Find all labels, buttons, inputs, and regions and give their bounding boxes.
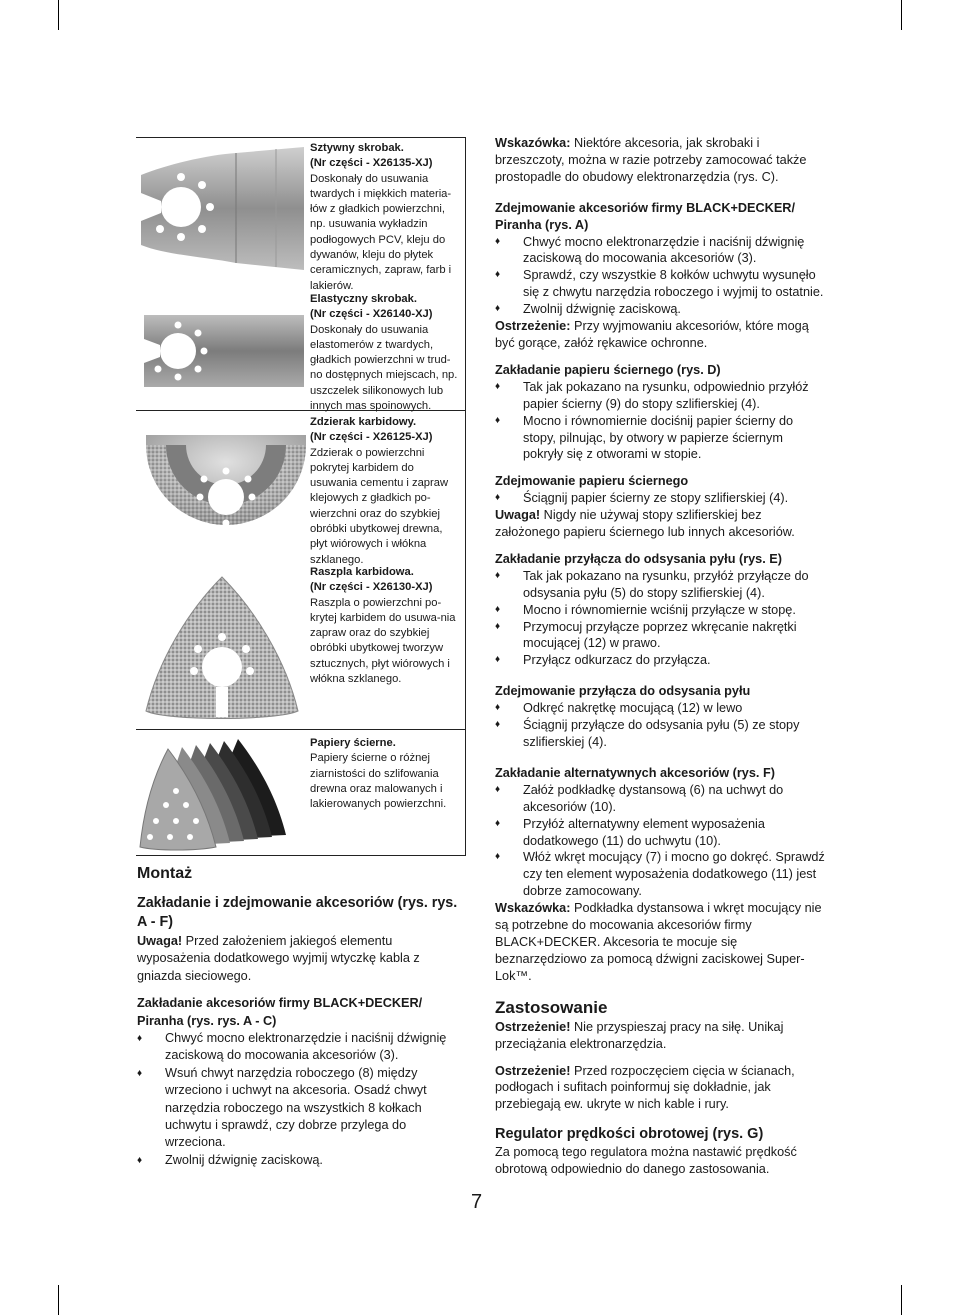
hint-text: Niektóre akcesoria, jak skrobaki i brzeszczoty, można w razie potrzeby zamocować także prostopadle do obudowy elektronarzędzia (rys. C).: [495, 136, 807, 184]
hint-paragraph: [495, 135, 825, 186]
accessory-desc: Papiery ścierne o różnej ziarnistości do szlifowania drewna oraz malowanych i lakierowanych powierzchni.: [310, 752, 447, 811]
note-text: Nigdy nie używaj stopy szlifierskiej bez założonego papieru ściernego lub innych akcesoriów.: [495, 508, 795, 540]
crop-mark: [58, 0, 59, 30]
accessory-name: Sztywny skrobak.: [310, 142, 404, 154]
bullet-list: [495, 234, 825, 319]
hint-label: Wskazówka:: [495, 901, 571, 916]
subsection-title: Zakładanie papieru ściernego (rys. D): [495, 362, 721, 377]
note-paragraph: [495, 507, 825, 541]
warning-text: Przed założeniem jakiegoś elementu wyposażenia dodatkowego wyjmij wtyczkę kabla z gniazda sieciowego.: [137, 934, 420, 983]
subsection-title: Regulator prędkości obrotowej (rys. G): [495, 1126, 764, 1143]
bullet-list: [495, 700, 825, 751]
page-number: 7: [471, 1191, 483, 1213]
accessory-carbide-rasp-round: [310, 415, 462, 568]
warning-paragraph: [137, 933, 465, 985]
accessory-desc: Raszpla o powierzchni po-krytej karbidem do usuwa-nia zapraw oraz do szybkiej obróbki ubytkowej tworzyw sztucznych, płyt wiórowych i włókna szklanego.: [310, 596, 456, 686]
speed-paragraph: Za pomocą tego regulatora można nastawić prędkość obrotową odpowiednio do danego zastosowania.: [495, 1145, 797, 1177]
list-item: ♦ Przyłóż alternatywny element wyposażenia dodatkowego (11) do uchwytu (10).: [495, 816, 825, 850]
caution-paragraph: [495, 1019, 825, 1053]
list-item: ♦ Zwolnij dźwignię zaciskową.: [495, 301, 825, 318]
accessory-part: (Nr części - X26140-XJ): [310, 308, 433, 321]
accessory-part: (Nr części - X26135-XJ): [310, 157, 433, 170]
section-title: Montaż: [137, 865, 193, 882]
bullet-list: [495, 490, 825, 507]
accessory-carbide-rasp-triangle: [310, 565, 462, 687]
hint-paragraph: [495, 900, 825, 985]
crop-mark: [901, 0, 902, 30]
accessory-sanding-papers: [310, 736, 462, 812]
caution-text: Przed rozpoczęciem cięcia w ścianach, podłogach i sufitach poinformuj się dokładnie, jak przebiegają ew. ukryte w nich kable i rury.: [495, 1063, 795, 1112]
subsection-title: Zakładanie i zdejmowanie akcesoriów (rys. rys. A - F): [137, 895, 458, 930]
hint-text: Podkładka dystansowa i wkręt mocujący nie są potrzebne do mocowania akcesoriów firmy BLACK+DECKER. Akcesoria te mocuje się beznarzędziowo za pomocą dźwigni zaciskowej Super-Lok™.: [495, 901, 822, 983]
list-item: ♦ Ściągnij przyłącze do odsysania pyłu (5) ze stopy szlifierskiej (4).: [495, 717, 825, 751]
list-item: ♦ Przyłącz odkurzacz do przyłącza.: [495, 652, 825, 669]
caution-label: Ostrzeżenie!: [495, 1063, 571, 1078]
rigid-scraper-image: [136, 145, 306, 275]
list-item: ♦ Tak jak pokazano na rysunku, przyłóż przyłącze do odsysania pyłu (5) do stopy szlifierskiej (4).: [495, 568, 825, 602]
accessory-rigid-scraper: [310, 141, 462, 294]
carbide-rasp-round-image: [136, 415, 308, 565]
accessory-part: (Nr części - X26125-XJ): [310, 431, 433, 444]
list-item: ♦ Chwyć mocno elektronarzędzie i naciśnij dźwignię zaciskową do mocowania akcesoriów (3).: [495, 234, 825, 268]
list-item: ♦ Tak jak pokazano na rysunku, odpowiednio przyłóż papier ścierny (9) do stopy szlifierskiej (4).: [495, 379, 825, 413]
assembly-section: [137, 864, 465, 1169]
hint-label: Wskazówka:: [495, 136, 571, 150]
carbide-rasp-triangle-image: [136, 571, 308, 726]
warning-label: Uwaga!: [137, 934, 183, 948]
caution-label: Ostrzeżenie:: [495, 319, 571, 334]
note-label: Uwaga!: [495, 508, 541, 523]
caution-paragraph: [495, 1063, 825, 1114]
bullet-list: [137, 1030, 465, 1169]
caution-label: Ostrzeżenie!: [495, 1019, 571, 1034]
accessory-name: Raszpla karbidowa.: [310, 566, 414, 578]
list-item: ♦ Chwyć mocno elektronarzędzie i naciśnij dźwignię zaciskową do mocowania akcesoriów (3).: [137, 1030, 465, 1065]
accessory-desc: Zdzierak o powierzchni pokrytej karbidem do usuwania cementu i zapraw klejowych z gładkich po-wierzchni oraz do szybkiej obróbki ubytkowej drewna, płyt wiórowych i włókna szklanego.: [310, 446, 449, 566]
subsection-title: Zakładanie akcesoriów firmy BLACK+DECKER/ Piranha (rys. rys. A - C): [137, 996, 423, 1028]
bullet-list: [495, 782, 825, 900]
caution-paragraph: [495, 318, 825, 352]
crop-mark: [58, 1285, 59, 1315]
caution-text: Nie przyspieszaj pracy na siłę. Unikaj przeciążania elektronarzędzia.: [495, 1019, 784, 1051]
list-item: ♦ Wsuń chwyt narzędzia roboczego (8) między wrzeciono i uchwyt na akcesoria. Osadź chwyt narzędzia roboczego na wszystkich 8 kołkach uchwytu i sprawdź, czy dobrze przylega do wrzeciona.: [137, 1065, 465, 1152]
list-item: ♦ Odkręć nakrętkę mocującą (12) w lewo: [495, 700, 825, 717]
section-title: Zastosowanie: [495, 997, 608, 1017]
flexible-scraper-image: [136, 297, 306, 407]
right-column: [495, 135, 825, 1178]
list-item: ♦ Mocno i równomiernie wciśnij przyłącze w stopę.: [495, 602, 825, 619]
row-divider: [136, 137, 465, 138]
list-item: ♦ Mocno i równomiernie dociśnij papier ścierny do stopy, pilnując, by otwory w papierze ściernym pokryły się z otworami w stopie.: [495, 413, 825, 464]
list-item: ♦ Sprawdź, czy wszystkie 8 kołków uchwytu wysunęło się z chwytu narzędzia roboczego i wyjmij to ostatnie.: [495, 267, 825, 301]
accessory-table: [136, 137, 466, 856]
accessory-desc: Doskonały do usuwania twardych i miękkich materia-łów z gładkich powierzchni, np. usuwania wykładzin podłogowych PCV, kleju do dywanów, kleju do płytek ceramicznych, zapraw, farb i lakierów.: [310, 172, 452, 292]
sanding-papers-image: [136, 735, 308, 853]
subsection-title: Zdejmowanie przyłącza do odsysania pyłu: [495, 684, 751, 699]
list-item: ♦ Ściągnij papier ścierny ze stopy szlifierskiej (4).: [495, 490, 825, 507]
subsection-title: Zakładanie przyłącza do odsysania pyłu (rys. E): [495, 551, 782, 566]
list-item: ♦ Załóż podkładkę dystansową (6) na uchwyt do akcesoriów (10).: [495, 782, 825, 816]
subsection-title: Zakładanie alternatywnych akcesoriów (rys. F): [495, 765, 775, 780]
list-item: ♦ Włóż wkręt mocujący (7) i mocno go dokręć. Sprawdź czy ten element wyposażenia dodatkowego (11) jest dobrze zamocowany.: [495, 849, 825, 900]
accessory-name: Elastyczny skrobak.: [310, 293, 417, 305]
list-item: ♦ Przymocuj przyłącze poprzez wkręcanie nakrętki mocującej (12) w prawo.: [495, 619, 825, 653]
bullet-list: [495, 379, 825, 464]
accessory-part: (Nr części - X26130-XJ): [310, 581, 433, 594]
subsection-title: Zdejmowanie akcesoriów firmy BLACK+DECKER/ Piranha (rys. A): [495, 200, 795, 232]
accessory-name: Papiery ścierne.: [310, 737, 396, 749]
caution-text: Przy wyjmowaniu akcesoriów, które mogą być gorące, załóż rękawice ochronne.: [495, 319, 809, 350]
crop-mark: [901, 1285, 902, 1315]
row-divider: [136, 729, 465, 730]
accessory-flexible-scraper: [310, 292, 462, 414]
subsection-title: Zdejmowanie papieru ściernego: [495, 474, 689, 489]
accessory-name: Zdzierak karbidowy.: [310, 416, 417, 428]
accessory-desc: Doskonały do usuwania elastomerów z twardych, gładkich powierzchni w trud-no dostępnych miejscach, np. uszczelek silikonowych lub innych mas spoinowych.: [310, 323, 458, 413]
bullet-list: [495, 568, 825, 669]
list-item: ♦ Zwolnij dźwignię zaciskową.: [137, 1152, 465, 1169]
